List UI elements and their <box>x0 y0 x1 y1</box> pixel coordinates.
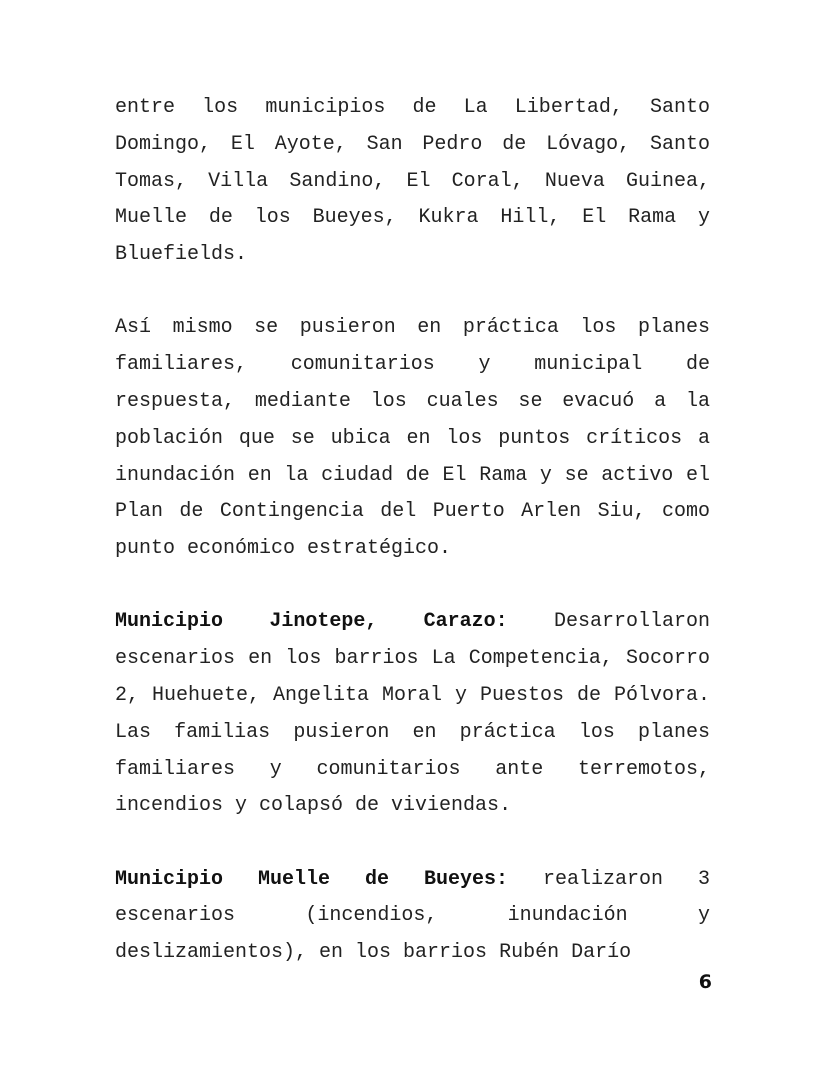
paragraph-text: entre los municipios de La Libertad, Santo Domingo, El Ayote, San Pedro de Lóvago, Santo Tomas, Villa Sandino, El Coral, Nueva Guinea, Muelle de los Bueyes, Kukra Hill, El Rama y Bluefields. <box>115 96 710 267</box>
paragraph-text: Desarrollaron escenarios en los barrios La Competencia, Socorro 2, Huehuete, Angelita Moral y Puestos de Pólvora. Las familias pusieron en práctica los planes familiares y comunitarios ante terremotos, incendios y colapsó de viviendas. <box>115 610 711 818</box>
paragraph-muelle-de-bueyes <box>115 862 710 972</box>
paragraph-lead-muelle: Municipio Muelle de Bueyes: <box>115 867 508 891</box>
paragraph-lead-jinotepe: Municipio Jinotepe, Carazo: <box>115 610 508 634</box>
paragraph-municipalities-list <box>115 90 710 274</box>
paragraph-text: realizaron 3 escenarios (incendios, inundación y deslizamientos), en los barrios Rubén Darío <box>115 867 710 965</box>
paragraph-text: Así mismo se pusieron en práctica los planes familiares, comunitarios y municipal de respuesta, mediante los cuales se evacuó a la población que se ubica en los puntos críticos a inundación en la ciudad de El Rama y se activo el Plan de Contingencia del Puerto Arlen Siu, como punto económico estratégico. <box>115 316 710 561</box>
paragraph-jinotepe-carazo <box>115 604 710 825</box>
paragraph-response-plans <box>115 310 710 568</box>
page-number: 6 <box>698 971 712 993</box>
document-body <box>115 90 710 972</box>
